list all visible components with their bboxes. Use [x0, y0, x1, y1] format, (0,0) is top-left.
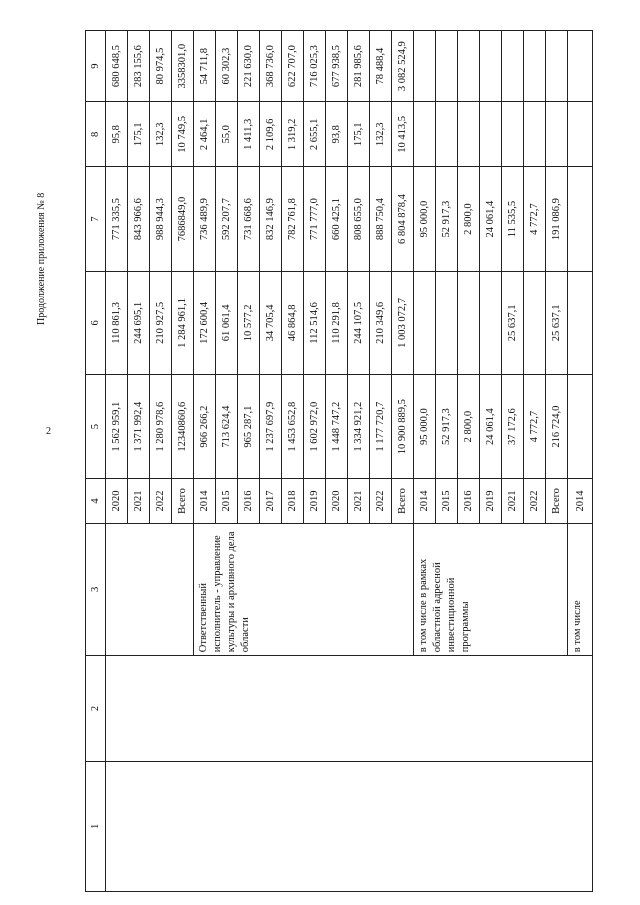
amount-cell-6: 1 284 961,1: [172, 271, 194, 374]
amount-cell-6: [436, 271, 458, 374]
amount-cell-8: [568, 102, 593, 167]
amount-cell-9: 54 711,8: [194, 31, 216, 102]
year-cell: 2022: [524, 479, 546, 523]
amount-cell-9: 281 985,6: [348, 31, 370, 102]
amount-cell-5: 1 602 972,0: [304, 374, 326, 478]
column-number-row: [86, 31, 106, 892]
amount-cell-5: 1 448 747,2: [326, 374, 348, 478]
amount-cell-9: 78 488,4: [370, 31, 392, 102]
amount-cell-7: 191 086,9: [546, 167, 568, 271]
year-cell: Всего: [172, 479, 194, 523]
amount-cell-6: 110 291,8: [326, 271, 348, 374]
amount-cell-6: 25 637,1: [546, 271, 568, 374]
column-1-cell: [106, 761, 593, 891]
amount-cell-7: 731 668,6: [238, 167, 260, 271]
amount-cell-8: [524, 102, 546, 167]
amount-cell-9: [502, 31, 524, 102]
amount-cell-8: 93,8: [326, 102, 348, 167]
amount-cell-6: 34 705,4: [260, 271, 282, 374]
column-header-1: 1: [86, 761, 106, 891]
amount-cell-5: 966 266,2: [194, 374, 216, 478]
amount-cell-5: 216 724,0: [546, 374, 568, 478]
appendix-continuation-note: Продолжение приложения № 8: [36, 192, 47, 325]
amount-cell-7: 888 750,4: [370, 167, 392, 271]
amount-cell-8: 10 749,5: [172, 102, 194, 167]
year-cell: 2015: [436, 479, 458, 523]
year-cell: 2022: [370, 479, 392, 523]
year-cell: 2019: [480, 479, 502, 523]
amount-cell-8: [414, 102, 436, 167]
amount-cell-5: 10 900 889,5: [392, 374, 414, 478]
year-cell: 2021: [502, 479, 524, 523]
amount-cell-6: 110 861,3: [106, 271, 128, 374]
amount-cell-6: [480, 271, 502, 374]
amount-cell-7: 2 800,0: [458, 167, 480, 271]
amount-cell-8: 2 109,6: [260, 102, 282, 167]
amount-cell-6: 172 600,4: [194, 271, 216, 374]
amount-cell-5: 12340860,6: [172, 374, 194, 478]
year-cell: 2016: [458, 479, 480, 523]
amount-cell-5: 1 280 978,6: [150, 374, 172, 478]
amount-cell-8: 1 319,2: [282, 102, 304, 167]
amount-cell-7: 832 146,9: [260, 167, 282, 271]
amount-cell-8: 175,1: [348, 102, 370, 167]
amount-cell-7: [568, 167, 593, 271]
amount-cell-5: 1 562 959,1: [106, 374, 128, 478]
amount-cell-6: 244 695,1: [128, 271, 150, 374]
amount-cell-6: 61 061,4: [216, 271, 238, 374]
amount-cell-8: 2 464,1: [194, 102, 216, 167]
executor-label: в том числе в рамках областной адресной инвестиционной программы: [414, 523, 568, 656]
year-cell: 2019: [304, 479, 326, 523]
amount-cell-9: 716 025,3: [304, 31, 326, 102]
financing-table: [85, 30, 593, 892]
amount-cell-7: 808 655,0: [348, 167, 370, 271]
amount-cell-9: 80 974,5: [150, 31, 172, 102]
amount-cell-5: 713 624,4: [216, 374, 238, 478]
amount-cell-5: 1 177 720,7: [370, 374, 392, 478]
amount-cell-9: [436, 31, 458, 102]
amount-cell-5: 1 237 697,9: [260, 374, 282, 478]
amount-cell-7: 4 772,7: [524, 167, 546, 271]
amount-cell-9: 622 707,0: [282, 31, 304, 102]
year-cell: 2014: [194, 479, 216, 523]
column-header-8: 8: [86, 102, 106, 167]
amount-cell-9: 3358301,0: [172, 31, 194, 102]
column-header-6: 6: [86, 271, 106, 374]
year-cell: Всего: [546, 479, 568, 523]
page-number: 2: [46, 426, 51, 437]
executor-label: [106, 523, 194, 656]
amount-cell-6: [458, 271, 480, 374]
amount-cell-7: 24 061,4: [480, 167, 502, 271]
amount-cell-9: [568, 31, 593, 102]
amount-cell-7: 52 917,3: [436, 167, 458, 271]
amount-cell-5: 2 800,0: [458, 374, 480, 478]
column-2-cell: [106, 656, 593, 762]
amount-cell-5: 965 287,1: [238, 374, 260, 478]
amount-cell-9: 680 648,5: [106, 31, 128, 102]
column-header-5: 5: [86, 374, 106, 478]
amount-cell-5: 1 334 921,2: [348, 374, 370, 478]
amount-cell-7: 771 335,5: [106, 167, 128, 271]
amount-cell-7: 782 761,8: [282, 167, 304, 271]
year-cell: 2020: [326, 479, 348, 523]
amount-cell-9: [546, 31, 568, 102]
amount-cell-6: 244 107,5: [348, 271, 370, 374]
amount-cell-7: 6 804 878,4: [392, 167, 414, 271]
amount-cell-8: 55,0: [216, 102, 238, 167]
amount-cell-7: 843 966,6: [128, 167, 150, 271]
year-cell: 2015: [216, 479, 238, 523]
amount-cell-6: [414, 271, 436, 374]
amount-cell-6: 112 514,6: [304, 271, 326, 374]
column-header-3: 3: [86, 523, 106, 656]
amount-cell-5: 1 453 652,8: [282, 374, 304, 478]
amount-cell-7: 11 535,5: [502, 167, 524, 271]
amount-cell-7: 95 000,0: [414, 167, 436, 271]
amount-cell-7: 736 489,9: [194, 167, 216, 271]
amount-cell-8: 1 411,3: [238, 102, 260, 167]
column-header-7: 7: [86, 167, 106, 271]
amount-cell-8: 132,3: [150, 102, 172, 167]
amount-cell-6: 1 003 072,7: [392, 271, 414, 374]
year-cell: 2021: [348, 479, 370, 523]
amount-cell-9: [480, 31, 502, 102]
year-cell: 2022: [150, 479, 172, 523]
amount-cell-9: 221 630,0: [238, 31, 260, 102]
amount-cell-9: [458, 31, 480, 102]
amount-cell-5: 95 000,0: [414, 374, 436, 478]
amount-cell-9: [524, 31, 546, 102]
amount-cell-8: [480, 102, 502, 167]
amount-cell-9: 283 155,6: [128, 31, 150, 102]
amount-cell-5: 4 772,7: [524, 374, 546, 478]
amount-cell-5: 52 917,3: [436, 374, 458, 478]
amount-cell-6: 10 577,2: [238, 271, 260, 374]
amount-cell-6: [524, 271, 546, 374]
amount-cell-6: 210 349,6: [370, 271, 392, 374]
amount-cell-9: 60 302,3: [216, 31, 238, 102]
amount-cell-5: 37 172,6: [502, 374, 524, 478]
amount-cell-6: [568, 271, 593, 374]
amount-cell-8: 2 655,1: [304, 102, 326, 167]
amount-cell-9: 677 938,5: [326, 31, 348, 102]
year-cell: 2018: [282, 479, 304, 523]
amount-cell-8: 132,3: [370, 102, 392, 167]
amount-cell-8: [546, 102, 568, 167]
amount-cell-7: 660 425,1: [326, 167, 348, 271]
column-header-4: 4: [86, 479, 106, 523]
year-cell: 2021: [128, 479, 150, 523]
table-body: [106, 31, 593, 892]
column-header-9: 9: [86, 31, 106, 102]
year-cell: 2014: [414, 479, 436, 523]
amount-cell-5: 24 061,4: [480, 374, 502, 478]
year-cell: 2014: [568, 479, 593, 523]
executor-label: Ответственный исполнитель - управление культуры и архивного дела области: [194, 523, 414, 656]
year-cell: 2020: [106, 479, 128, 523]
amount-cell-8: 95,8: [106, 102, 128, 167]
table-row: [106, 31, 128, 892]
amount-cell-7: 771 777,0: [304, 167, 326, 271]
amount-cell-5: 1 371 992,4: [128, 374, 150, 478]
amount-cell-8: [502, 102, 524, 167]
amount-cell-8: 10 413,5: [392, 102, 414, 167]
amount-cell-9: [414, 31, 436, 102]
rotated-table-wrapper: [85, 30, 612, 892]
column-header-2: 2: [86, 656, 106, 762]
year-cell: Всего: [392, 479, 414, 523]
amount-cell-8: [458, 102, 480, 167]
executor-label: в том числе: [568, 523, 593, 656]
amount-cell-9: 368 736,0: [260, 31, 282, 102]
amount-cell-7: 7686849,0: [172, 167, 194, 271]
amount-cell-8: 175,1: [128, 102, 150, 167]
amount-cell-6: 25 637,1: [502, 271, 524, 374]
year-cell: 2016: [238, 479, 260, 523]
amount-cell-6: 46 864,8: [282, 271, 304, 374]
amount-cell-5: [568, 374, 593, 478]
amount-cell-9: 3 082 524,9: [392, 31, 414, 102]
amount-cell-7: 988 944,3: [150, 167, 172, 271]
amount-cell-8: [436, 102, 458, 167]
amount-cell-6: 210 927,5: [150, 271, 172, 374]
amount-cell-7: 592 207,7: [216, 167, 238, 271]
year-cell: 2017: [260, 479, 282, 523]
